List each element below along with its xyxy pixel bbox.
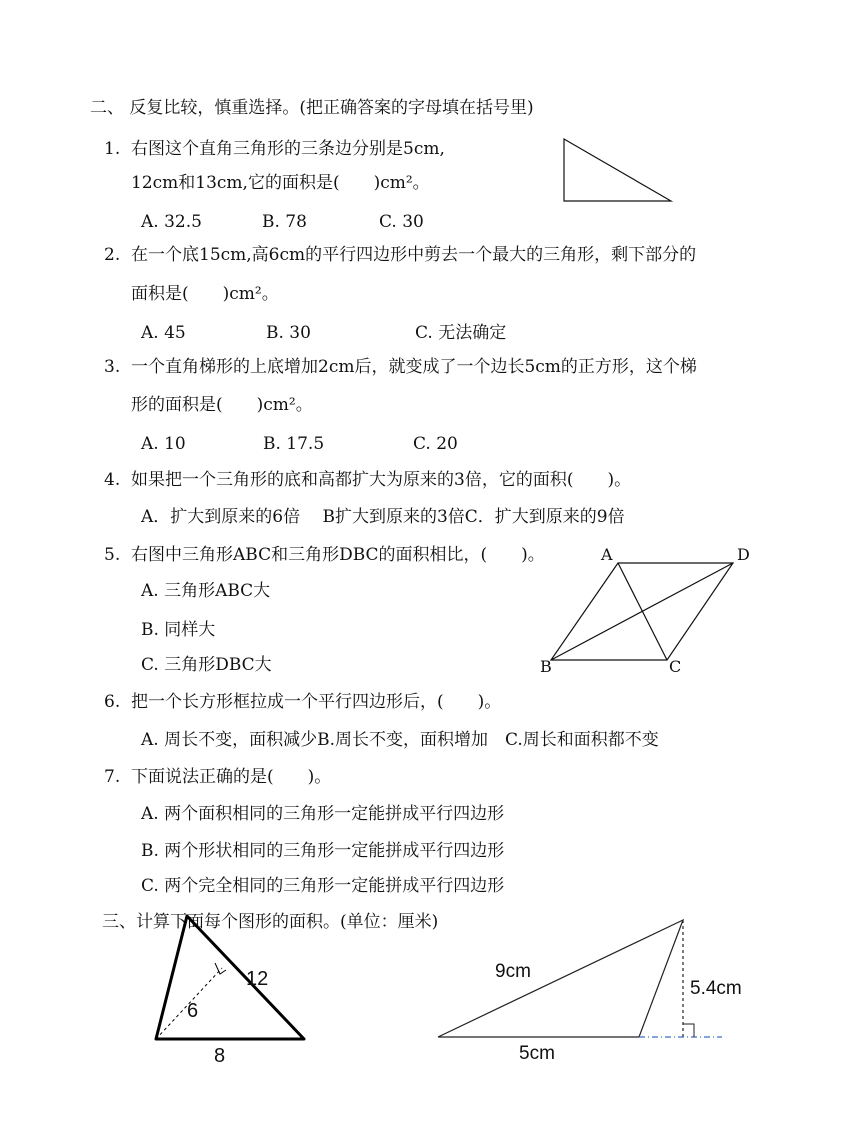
q7-option-b: B. 两个形状相同的三角形一定能拼成平行四边形 [141, 841, 505, 861]
q5-parallelogram-figure [551, 563, 733, 660]
q5-number: 5. [104, 545, 121, 565]
q2-option-a: A. 45 [141, 323, 186, 343]
fig1-base-label: 8 [214, 1045, 226, 1067]
fig1-triangle [156, 916, 304, 1039]
q2-number: 2. [104, 245, 121, 265]
q5-label-c: C [669, 657, 682, 676]
q7-option-c: C. 两个完全相同的三角形一定能拼成平行四边形 [141, 876, 505, 896]
q4-number: 4. [104, 470, 121, 490]
q3-option-b: B. 17.5 [263, 434, 325, 454]
q2-text-line2: 面积是( )cm²。 [131, 284, 279, 304]
q4-text-line1: 如果把一个三角形的底和高都扩大为原来的3倍，它的面积( )。 [131, 470, 632, 490]
fig2-triangle-figure [438, 920, 722, 1037]
q1-right-triangle [564, 139, 671, 201]
fig1-height-label: 6 [187, 1000, 199, 1022]
q2-option-c: C. 无法确定 [415, 323, 507, 343]
fig1-side-label: 12 [246, 968, 269, 990]
q4-options-line: A．扩大到原来的6倍 B扩大到原来的3倍C．扩大到原来的9倍 [141, 507, 625, 527]
q7-number: 7. [104, 767, 121, 787]
q3-option-c: C. 20 [413, 434, 458, 454]
q6-number: 6. [104, 692, 121, 712]
q1-text-line2: 12cm和13cm,它的面积是( )cm²。 [131, 173, 430, 193]
fig2-base-label: 5cm [519, 1043, 555, 1064]
q7-option-a: A. 两个面积相同的三角形一定能拼成平行四边形 [141, 804, 505, 824]
q1-option-c: C. 30 [379, 212, 424, 232]
q5-label-b: B [540, 657, 552, 676]
q1-option-b: B. 78 [262, 212, 307, 232]
fig1-right-angle-mark [215, 963, 226, 974]
q5-text-line1: 右图中三角形ABC和三角形DBC的面积相比，( )。 [131, 545, 545, 565]
q6-text-line1: 把一个长方形框拉成一个平行四边形后，( )。 [131, 692, 502, 712]
section-2-heading: 二、 反复比较，慎重选择。(把正确答案的字母填在括号里) [90, 98, 534, 118]
q1-option-a: A. 32.5 [141, 212, 202, 232]
q3-text-line1: 一个直角梯形的上底增加2cm后，就变成了一个边长5cm的正方形，这个梯 [131, 357, 697, 377]
q2-text-line1: 在一个底15cm,高6cm的平行四边形中剪去一个最大的三角形，剩下部分的 [131, 245, 697, 265]
q5-diagonal-bd [551, 563, 733, 660]
q5-label-a: A [601, 545, 613, 564]
section-3-heading: 三、计算下面每个图形的面积。(单位：厘米) [102, 912, 439, 932]
fig2-triangle [438, 920, 683, 1037]
q5-option-a: A. 三角形ABC大 [141, 581, 271, 601]
q2-option-b: B. 30 [266, 323, 311, 343]
q1-text-line1: 右图这个直角三角形的三条边分别是5cm, [131, 139, 445, 159]
q7-text-line1: 下面说法正确的是( )。 [131, 767, 332, 787]
q5-option-b: B. 同样大 [141, 620, 216, 640]
fig2-height-label: 5.4cm [690, 978, 742, 999]
q3-text-line2: 形的面积是( )cm²。 [131, 395, 313, 415]
q5-option-c: C. 三角形DBC大 [141, 655, 272, 675]
q1-number: 1. [104, 139, 121, 159]
fig2-right-angle-mark [683, 1024, 694, 1037]
q3-number: 3. [104, 357, 121, 377]
fig2-slant-label: 9cm [495, 961, 531, 982]
q5-label-d: D [737, 545, 750, 564]
q3-option-a: A. 10 [141, 434, 186, 454]
q6-options-line: A. 周长不变，面积减少B.周长不变，面积增加 C.周长和面积都不变 [141, 730, 659, 750]
fig1-triangle-figure [156, 916, 304, 1039]
